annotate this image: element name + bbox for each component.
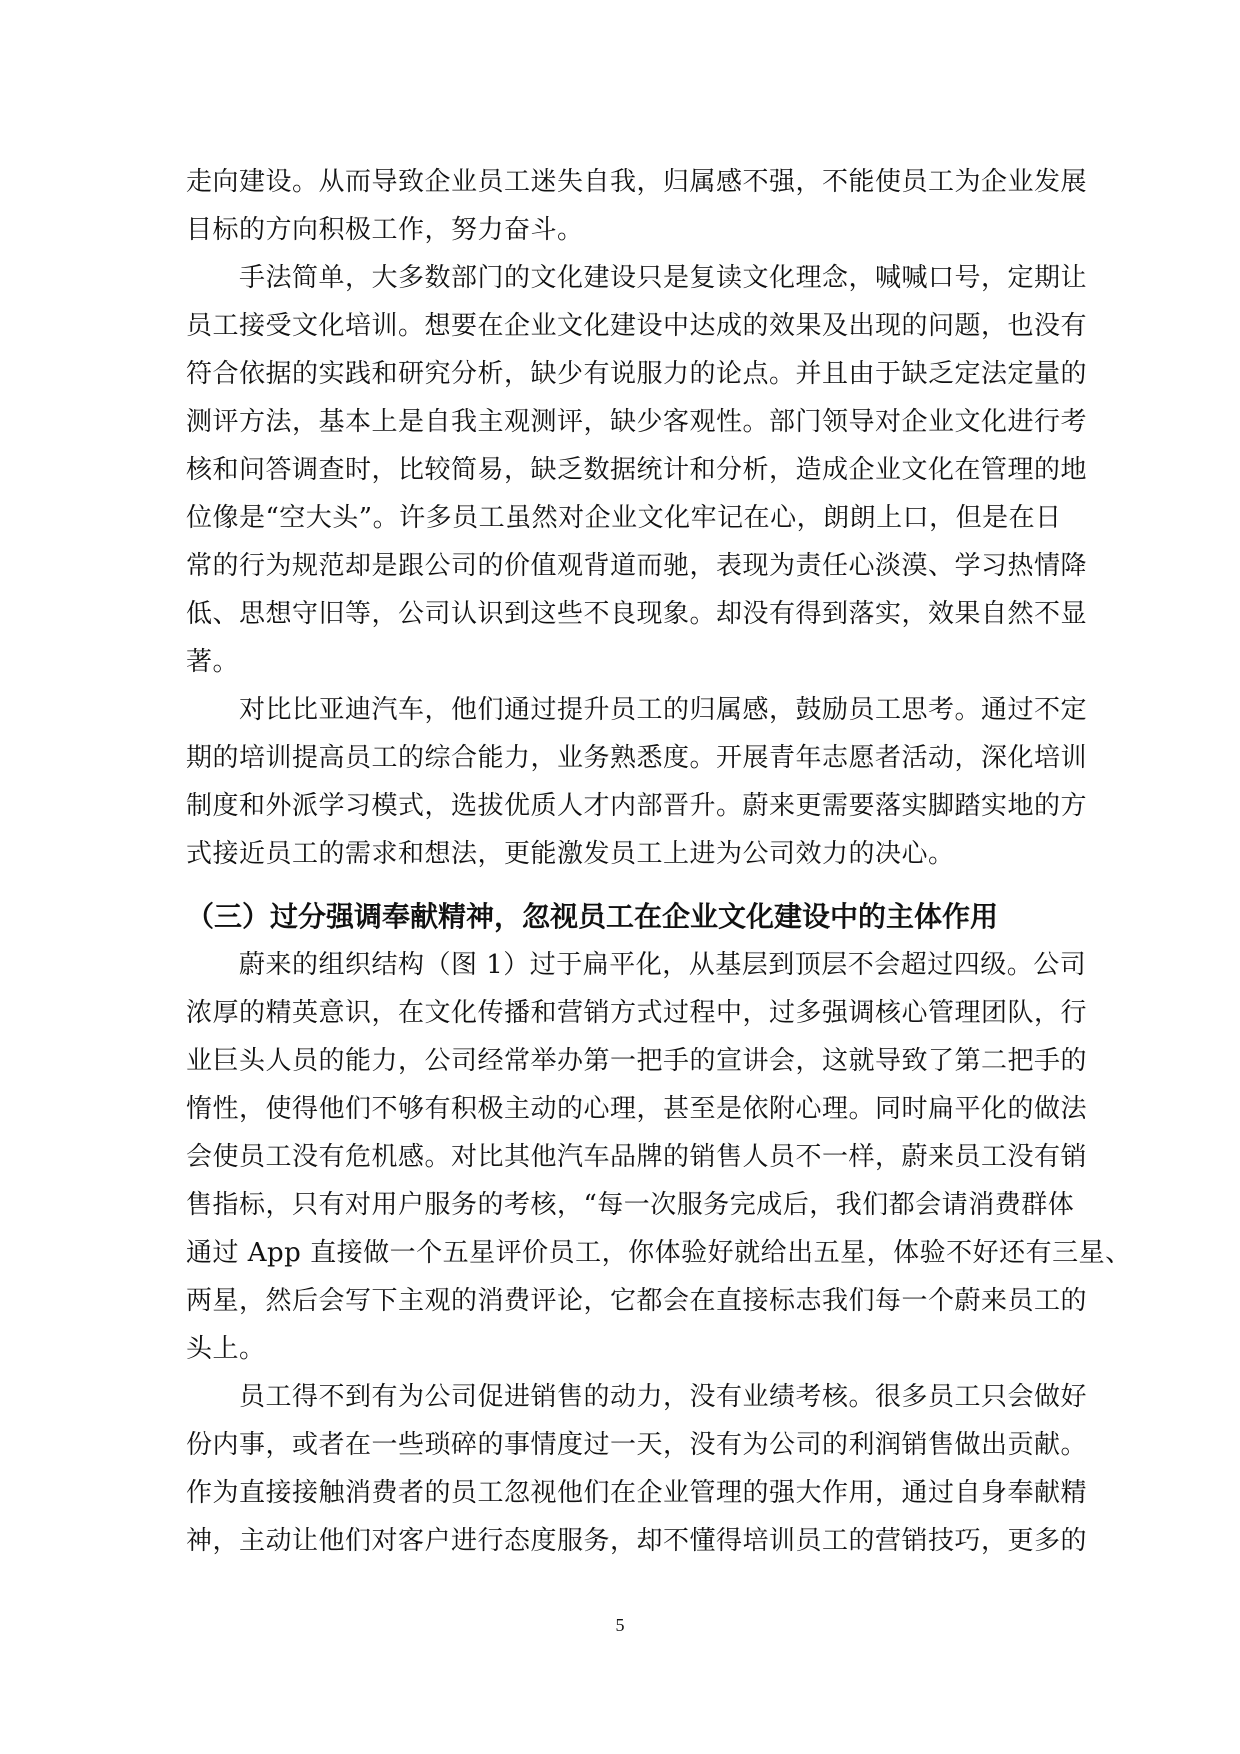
text-line: 著。 (186, 647, 240, 677)
text-line: 位像是“空大头”。许多员工虽然对企业文化牢记在心，朗朗上口，但是在日 (186, 503, 1062, 533)
text-line: 两星，然后会写下主观的消费评论，它都会在直接标志我们每一个蔚来员工的 (186, 1286, 1088, 1316)
text-line: 符合依据的实践和研究分析，缺少有说服力的论点。并且由于缺乏定法定量的 (186, 359, 1088, 389)
section-heading: （三）过分强调奉献精神，忽视员工在企业文化建设中的主体作用 (186, 900, 999, 933)
text-line: 低、思想守旧等，公司认识到这些不良现象。却没有得到落实，效果自然不显 (186, 599, 1088, 629)
text-line: 测评方法，基本上是自我主观测评，缺少客观性。部门领导对企业文化进行考 (186, 407, 1088, 437)
text-line: 制度和外派学习模式，选拔优质人才内部晋升。蔚来更需要落实脚踏实地的方 (186, 791, 1088, 821)
text-line: 常的行为规范却是跟公司的价值观背道而驰，表现为责任心淡漠、学习热情降 (186, 551, 1088, 581)
text-line: 式接近员工的需求和想法，更能激发员工上进为公司效力的决心。 (186, 839, 955, 869)
text-line: 手法简单，大多数部门的文化建设只是复读文化理念，喊喊口号，定期让 (239, 263, 1088, 293)
text-line: 员工得不到有为公司促进销售的动力，没有业绩考核。很多员工只会做好 (239, 1382, 1088, 1412)
text-line: 业巨头人员的能力，公司经常举办第一把手的宣讲会，这就导致了第二把手的 (186, 1046, 1088, 1076)
text-line: 神，主动让他们对客户进行态度服务，却不懂得培训员工的营销技巧，更多的 (186, 1526, 1088, 1556)
text-line: 员工接受文化培训。想要在企业文化建设中达成的效果及出现的问题，也没有 (186, 311, 1088, 341)
text-line: 浓厚的精英意识，在文化传播和营销方式过程中，过多强调核心管理团队，行 (186, 998, 1088, 1028)
page-number: 5 (615, 1615, 625, 1635)
text-line: 核和问答调查时，比较简易，缺乏数据统计和分析，造成企业文化在管理的地 (186, 455, 1088, 485)
text-line: 会使员工没有危机感。对比其他汽车品牌的销售人员不一样，蔚来员工没有销 (186, 1142, 1088, 1172)
text-line: 作为直接接触消费者的员工忽视他们在企业管理的强大作用，通过自身奉献精 (186, 1478, 1088, 1508)
text-line: 份内事，或者在一些琐碎的事情度过一天，没有为公司的利润销售做出贡献。 (186, 1430, 1088, 1460)
text-line: 头上。 (186, 1334, 266, 1364)
text-line: 售指标，只有对用户服务的考核，“每一次服务完成后，我们都会请消费群体 (186, 1190, 1075, 1220)
text-line: 通过 App 直接做一个五星评价员工，你体验好就给出五星，体验不好还有三星、 (186, 1238, 1132, 1268)
text-line: 对比比亚迪汽车，他们通过提升员工的归属感，鼓励员工思考。通过不定 (239, 695, 1088, 725)
text-line: 期的培训提高员工的综合能力，业务熟悉度。开展青年志愿者活动，深化培训 (186, 743, 1088, 773)
text-line: 走向建设。从而导致企业员工迷失自我，归属感不强，不能使员工为企业发展 (186, 167, 1088, 197)
text-line: 惰性，使得他们不够有积极主动的心理，甚至是依附心理。同时扁平化的做法 (186, 1094, 1088, 1124)
text-line: 蔚来的组织结构（图 1）过于扁平化，从基层到顶层不会超过四级。公司 (239, 950, 1087, 980)
text-line: 目标的方向积极工作，努力奋斗。 (186, 215, 584, 245)
